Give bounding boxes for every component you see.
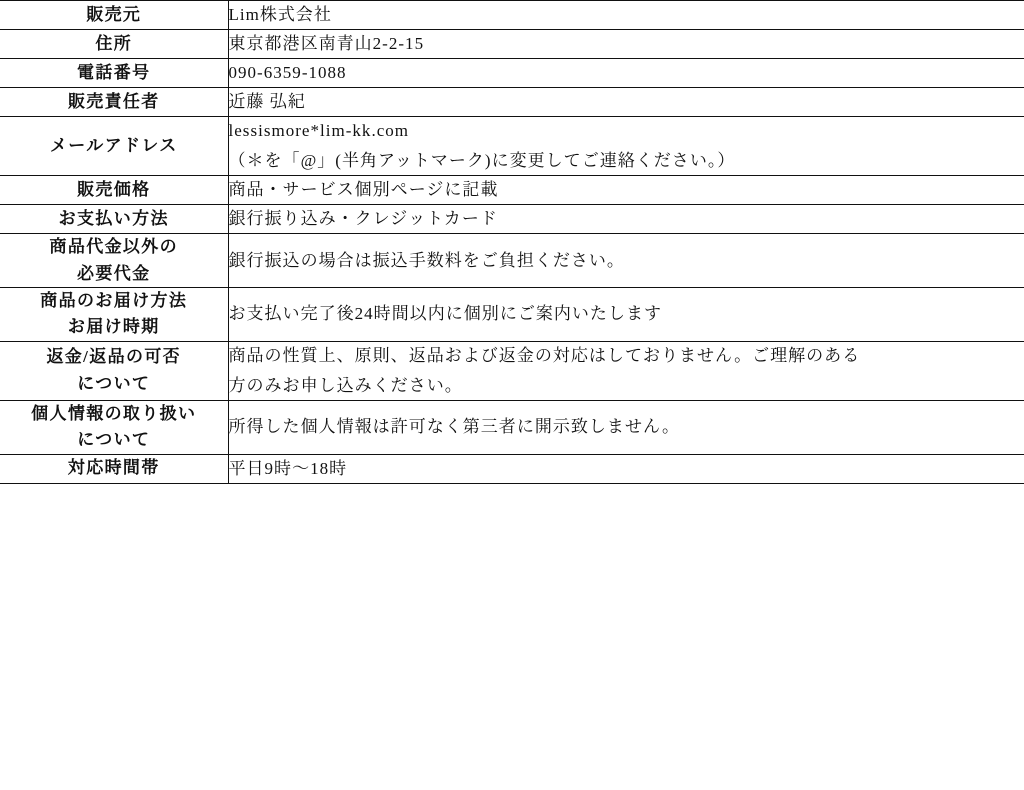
row-value-refund-policy <box>228 341 1024 400</box>
label-line: 電話番号 <box>77 62 151 82</box>
value-line: 銀行振り込み・クレジットカード <box>228 209 498 229</box>
label-line: 返金/返品の可否 <box>46 347 182 367</box>
label-line: 商品のお届け方法 <box>40 291 188 311</box>
row-value-email <box>228 117 1024 176</box>
row-label-business-hours <box>0 454 228 483</box>
table-row <box>0 59 1024 88</box>
row-label-email <box>0 117 228 176</box>
value-line: 090-6359-1088 <box>228 63 347 83</box>
label-line: について <box>77 373 151 393</box>
row-value-phone <box>228 59 1024 88</box>
label-line: 必要代金 <box>77 263 151 283</box>
table-row <box>0 234 1024 288</box>
table-row <box>0 341 1024 400</box>
table-row <box>0 30 1024 59</box>
row-label-seller <box>0 1 228 30</box>
value-line: 所得した個人情報は許可なく第三者に開示致しません。 <box>228 417 681 437</box>
value-line: 近藤 弘紀 <box>228 92 306 112</box>
table-row <box>0 88 1024 117</box>
label-line: について <box>77 430 151 450</box>
label-line: 販売元 <box>86 4 142 24</box>
label-line: 商品代金以外の <box>49 237 179 257</box>
row-label-responsible-person <box>0 88 228 117</box>
value-line: 商品の性質上、原則、返品および返金の対応はしておりません。ご理解のある <box>228 345 861 365</box>
row-value-address <box>228 30 1024 59</box>
row-label-address <box>0 30 228 59</box>
label-line: 対応時間帯 <box>67 458 160 478</box>
row-value-payment-method <box>228 205 1024 234</box>
row-value-price <box>228 176 1024 205</box>
value-line: 商品・サービス個別ページに記載 <box>228 180 499 200</box>
table-row <box>0 205 1024 234</box>
value-line: 銀行振込の場合は振込手数料をご負担ください。 <box>228 250 625 270</box>
table-row <box>0 288 1024 342</box>
row-label-refund-policy <box>0 341 228 400</box>
value-line: お支払い完了後24時間以内に個別にご案内いたします <box>228 304 662 324</box>
row-value-business-hours <box>228 454 1024 483</box>
row-label-delivery <box>0 288 228 342</box>
row-value-privacy <box>228 400 1024 454</box>
row-label-price <box>0 176 228 205</box>
label-line: 販売責任者 <box>67 91 160 111</box>
table-row <box>0 454 1024 483</box>
label-line: 住所 <box>95 33 133 53</box>
row-value-seller <box>228 1 1024 30</box>
value-line: （＊を「@」(半角アットマーク)に変更してご連絡ください。） <box>228 151 736 171</box>
row-value-delivery <box>228 288 1024 342</box>
row-label-privacy <box>0 400 228 454</box>
table-row <box>0 117 1024 176</box>
value-line: lessismore*lim-kk.com <box>228 121 410 141</box>
value-line: 東京都港区南青山2-2-15 <box>228 34 425 54</box>
table-row <box>0 1 1024 30</box>
row-label-payment-method <box>0 205 228 234</box>
value-line: 平日9時〜18時 <box>228 458 348 478</box>
label-line: お支払い方法 <box>58 209 169 229</box>
label-line: 個人情報の取り扱い <box>31 403 197 423</box>
row-value-responsible-person <box>228 88 1024 117</box>
row-label-phone <box>0 59 228 88</box>
table-row <box>0 176 1024 205</box>
value-line: Lim株式会社 <box>228 5 332 24</box>
label-line: メールアドレス <box>49 136 178 156</box>
label-line: 販売価格 <box>77 180 151 200</box>
row-value-additional-fees <box>228 234 1024 288</box>
table-row <box>0 400 1024 454</box>
legal-info-table-body <box>0 1 1024 484</box>
label-line: お届け時期 <box>67 317 160 337</box>
value-line: 方のみお申し込みください。 <box>228 375 463 395</box>
row-label-additional-fees <box>0 234 228 288</box>
